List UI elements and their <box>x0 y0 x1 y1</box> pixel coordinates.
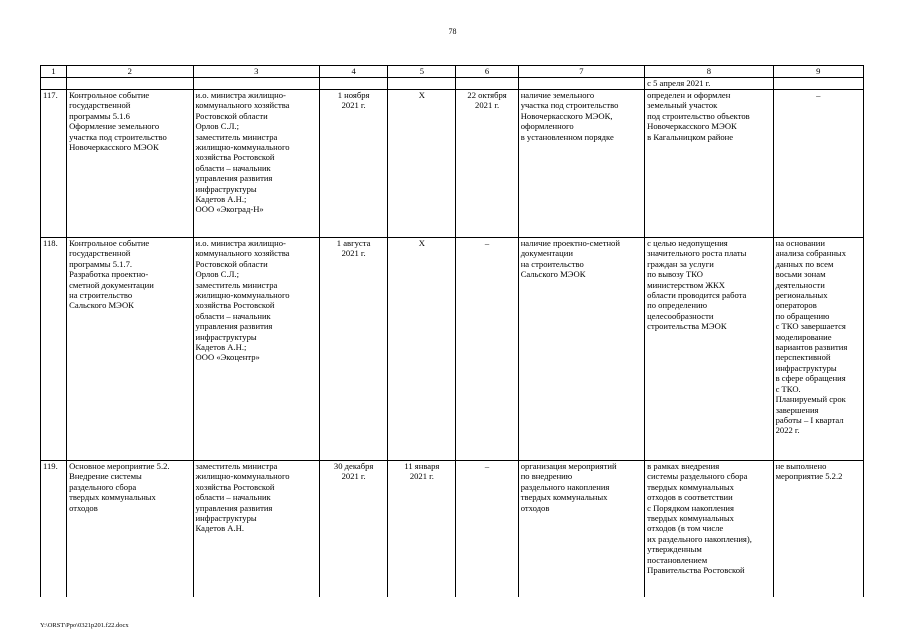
table-row <box>41 461 864 598</box>
table-row <box>41 90 864 238</box>
plan-date: 1 ноября 2021 г. <box>320 90 388 238</box>
plan-date: 30 декабря 2021 г. <box>320 461 388 598</box>
actual-date: 11 января 2021 г. <box>388 461 456 598</box>
col-number-1: 1 <box>41 66 67 78</box>
col-number-7: 7 <box>518 66 644 78</box>
actual-result: определен и оформлен земельный участок под строительство объектов Новочеркасского МЭОК в Кагальницком районе <box>645 90 773 238</box>
responsible-persons: и.о. министра жилищно- коммунального хозяйства Ростовской области Орлов С.Л.; заместитель министра жилищно-коммунального хозяйства Ростовской области – начальник управления развития инфраструктуры Кадетов А.Н.; ООО «Экоцентр» <box>193 238 319 461</box>
row-number: 118. <box>41 238 67 461</box>
continuation-text: с 5 апреля 2021 г. <box>645 78 773 90</box>
actual-result: с целью недопущения значительного роста платы граждан за услуги по вывозу ТКО министерством ЖКХ области проводится работа по определению целесообразности строительства МЭОК <box>645 238 773 461</box>
page-number: 78 <box>448 27 457 36</box>
footer-file-path: Y:\ORST\Ppo\0321p201.f22.docx <box>40 622 129 629</box>
planned-result: организация мероприятий по внедрению раздельного накопления твердых коммунальных отходов <box>518 461 644 598</box>
deviation-reasons: на основании анализа собранных данных по всем восьми зонам деятельности региональных операторов по обращению с ТКО завершается моделирование вариантов развития перспективной инфраструктуры в сфере обращения с ТКО. Планируемый срок завершения работы – I квартал 2022 г. <box>773 238 863 461</box>
col-number-9: 9 <box>773 66 863 78</box>
deviation-reasons: – <box>773 90 863 238</box>
row-number: 119. <box>41 461 67 598</box>
planned-result: наличие земельного участка под строительство Новочеркасского МЭОК, оформленного в установленном порядке <box>518 90 644 238</box>
col-number-5: 5 <box>388 66 456 78</box>
col-number-8: 8 <box>645 66 773 78</box>
event-name: Контрольное событие государственной программы 5.1.7. Разработка проектно- сметной документации на строительство Сальского МЭОК <box>67 238 193 461</box>
deviation-reasons: не выполнено мероприятие 5.2.2 <box>773 461 863 598</box>
actual-date: Х <box>388 238 456 461</box>
actual-result: в рамках внедрения системы раздельного сбора твердых коммунальных отходов в соответствии с Порядком накопления твердых коммунальных отходов (в том числе их раздельного накопления), утвержденным постановлением Правительства Ростовской <box>645 461 773 598</box>
table-row <box>41 238 864 461</box>
report-table <box>40 65 864 597</box>
expected-date: 22 октября 2021 г. <box>456 90 518 238</box>
col-number-6: 6 <box>456 66 518 78</box>
plan-date: 1 августа 2021 г. <box>320 238 388 461</box>
expected-date: – <box>456 238 518 461</box>
col-number-2: 2 <box>67 66 193 78</box>
continuation-row <box>41 78 864 90</box>
column-number-header <box>41 66 864 78</box>
planned-result: наличие проектно-сметной документации на строительство Сальского МЭОК <box>518 238 644 461</box>
col-number-3: 3 <box>193 66 319 78</box>
event-name: Контрольное событие государственной программы 5.1.6 Оформление земельного участка под строительство Новочеркасского МЭОК <box>67 90 193 238</box>
actual-date: Х <box>388 90 456 238</box>
col-number-4: 4 <box>320 66 388 78</box>
responsible-persons: заместитель министра жилищно-коммунального хозяйства Ростовской области – начальник управления развития инфраструктуры Кадетов А.Н. <box>193 461 319 598</box>
responsible-persons: и.о. министра жилищно- коммунального хозяйства Ростовской области Орлов С.Л.; заместитель министра жилищно-коммунального хозяйства Ростовской области – начальник управления развития инфраструктуры Кадетов А.Н.; ООО «Экоград-Н» <box>193 90 319 238</box>
row-number: 117. <box>41 90 67 238</box>
expected-date: – <box>456 461 518 598</box>
event-name: Основное мероприятие 5.2. Внедрение системы раздельного сбора твердых коммунальных отходов <box>67 461 193 598</box>
